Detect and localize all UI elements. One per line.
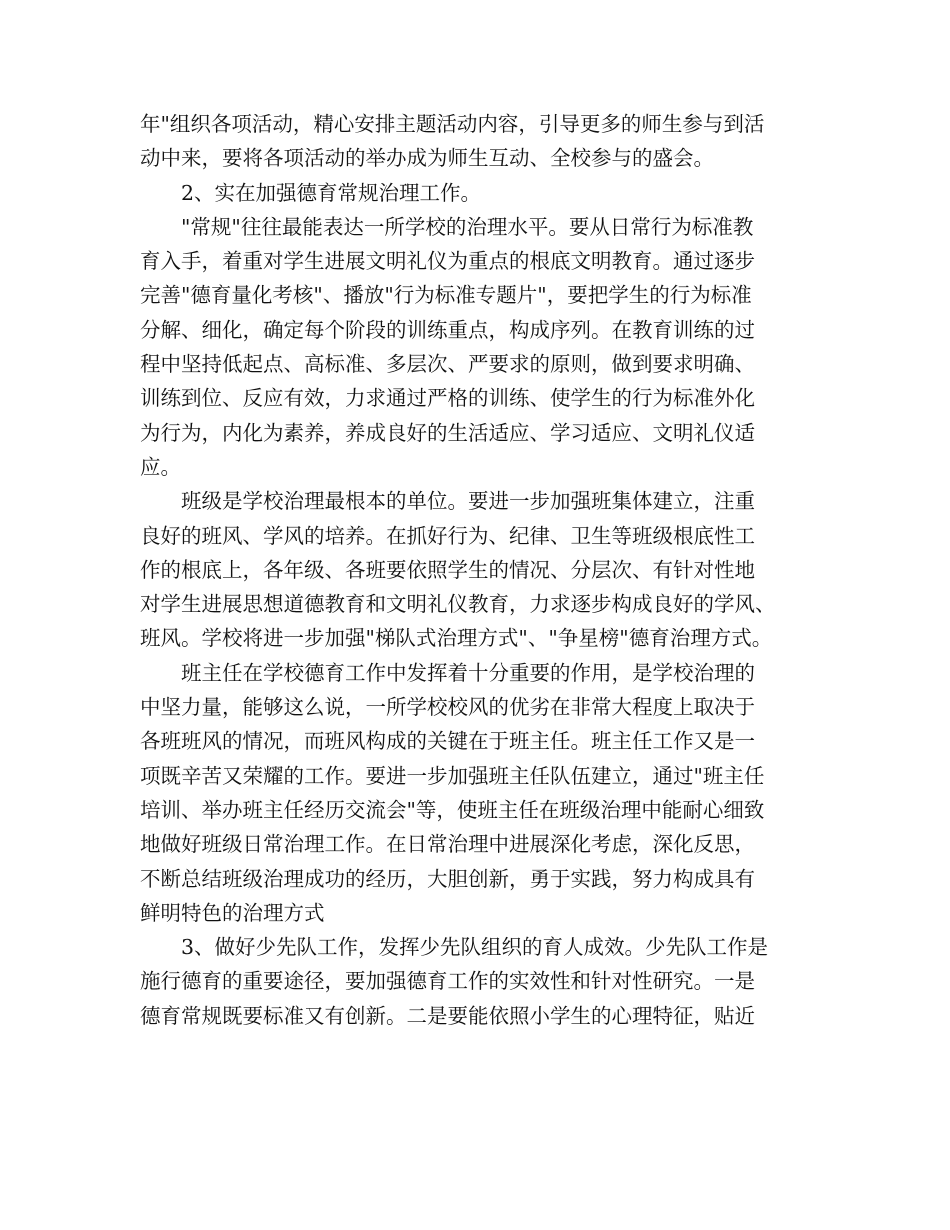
text-line: 班级是学校治理最根本的单位。要进一步加强班集体建立，注重 [181, 489, 755, 514]
text-line: 培训、举办班主任经历交流会"等，使班主任在班级治理中能耐心细致 [140, 797, 765, 822]
text-line: 各班班风的情况，而班风构成的关键在于班主任。班主任工作又是一 [140, 729, 755, 754]
text-line: 为行为，内化为素养，养成良好的生活适应、学习适应、文明礼仪适 [140, 420, 755, 445]
text-line: 程中坚持低起点、高标准、多层次、严要求的原则，做到要求明确、 [140, 352, 755, 377]
text-line: 项既辛苦又荣耀的工作。要进一步加强班主任队伍建立，通过"班主任 [140, 763, 765, 788]
text-line: 班风。学校将进一步加强"梯队式治理方式"、"争星榜"德育治理方式。 [140, 626, 773, 651]
text-line: 完善"德育量化考核"、播放"行为标准专题片"，要把学生的行为标准 [140, 283, 752, 308]
text-line: 3、做好少先队工作，发挥少先队组织的育人成效。少先队工作是 [181, 935, 769, 960]
text-line: 2、实在加强德育常规治理工作。 [181, 180, 482, 205]
text-line: 德育常规既要标准又有创新。二是要能依照小学生的心理特征，贴近 [140, 1003, 755, 1028]
text-line: 育入手，着重对学生进展文明礼仪为重点的根底文明教育。通过逐步 [140, 249, 755, 274]
text-line: 应。 [140, 454, 181, 479]
text-line: 对学生进展思想道德教育和文明礼仪教育，力求逐步构成良好的学风、 [140, 592, 776, 617]
text-line: 作的根底上，各年级、各班要依照学生的情况、分层次、有针对性地 [140, 557, 755, 582]
text-line: 中坚力量，能够这么说，一所学校校风的优劣在非常大程度上取决于 [140, 695, 755, 720]
text-line: 良好的班风、学风的培养。在抓好行为、纪律、卫生等班级根底性工 [140, 523, 755, 548]
text-line: 不断总结班级治理成功的经历，大胆创新，勇于实践，努力构成具有 [140, 866, 755, 891]
text-line: 分解、细化，确定每个阶段的训练重点，构成序列。在教育训练的过 [140, 317, 755, 342]
paragraph-class-management [140, 484, 812, 655]
text-line: 地做好班级日常治理工作。在日常治理中进展深化考虑，深化反思， [140, 832, 755, 857]
text-line: 鲜明特色的治理方式 [140, 900, 325, 925]
document-body [140, 107, 812, 1033]
text-line: 班主任在学校德育工作中发挥着十分重要的作用，是学校治理的 [181, 660, 755, 685]
text-line: 施行德育的重要途径，要加强德育工作的实效性和针对性研究。一是 [140, 969, 755, 994]
paragraph-routine [140, 210, 812, 484]
paragraph-young-pioneers [140, 930, 812, 1033]
text-line: 年"组织各项活动，精心安排主题活动内容，引导更多的师生参与到活 [140, 112, 765, 136]
section-heading-2 [140, 176, 812, 210]
text-line: 训练到位、反应有效，力求通过严格的训练、使学生的行为标准外化 [140, 386, 755, 411]
text-line: 动中来，要将各项活动的举办成为师生互动、全校参与的盛会。 [140, 146, 714, 171]
text-line: "常规"往往最能表达一所学校的治理水平。要从日常行为标准教 [181, 214, 754, 239]
paragraph-activities-end [140, 107, 812, 176]
paragraph-head-teacher [140, 656, 812, 930]
